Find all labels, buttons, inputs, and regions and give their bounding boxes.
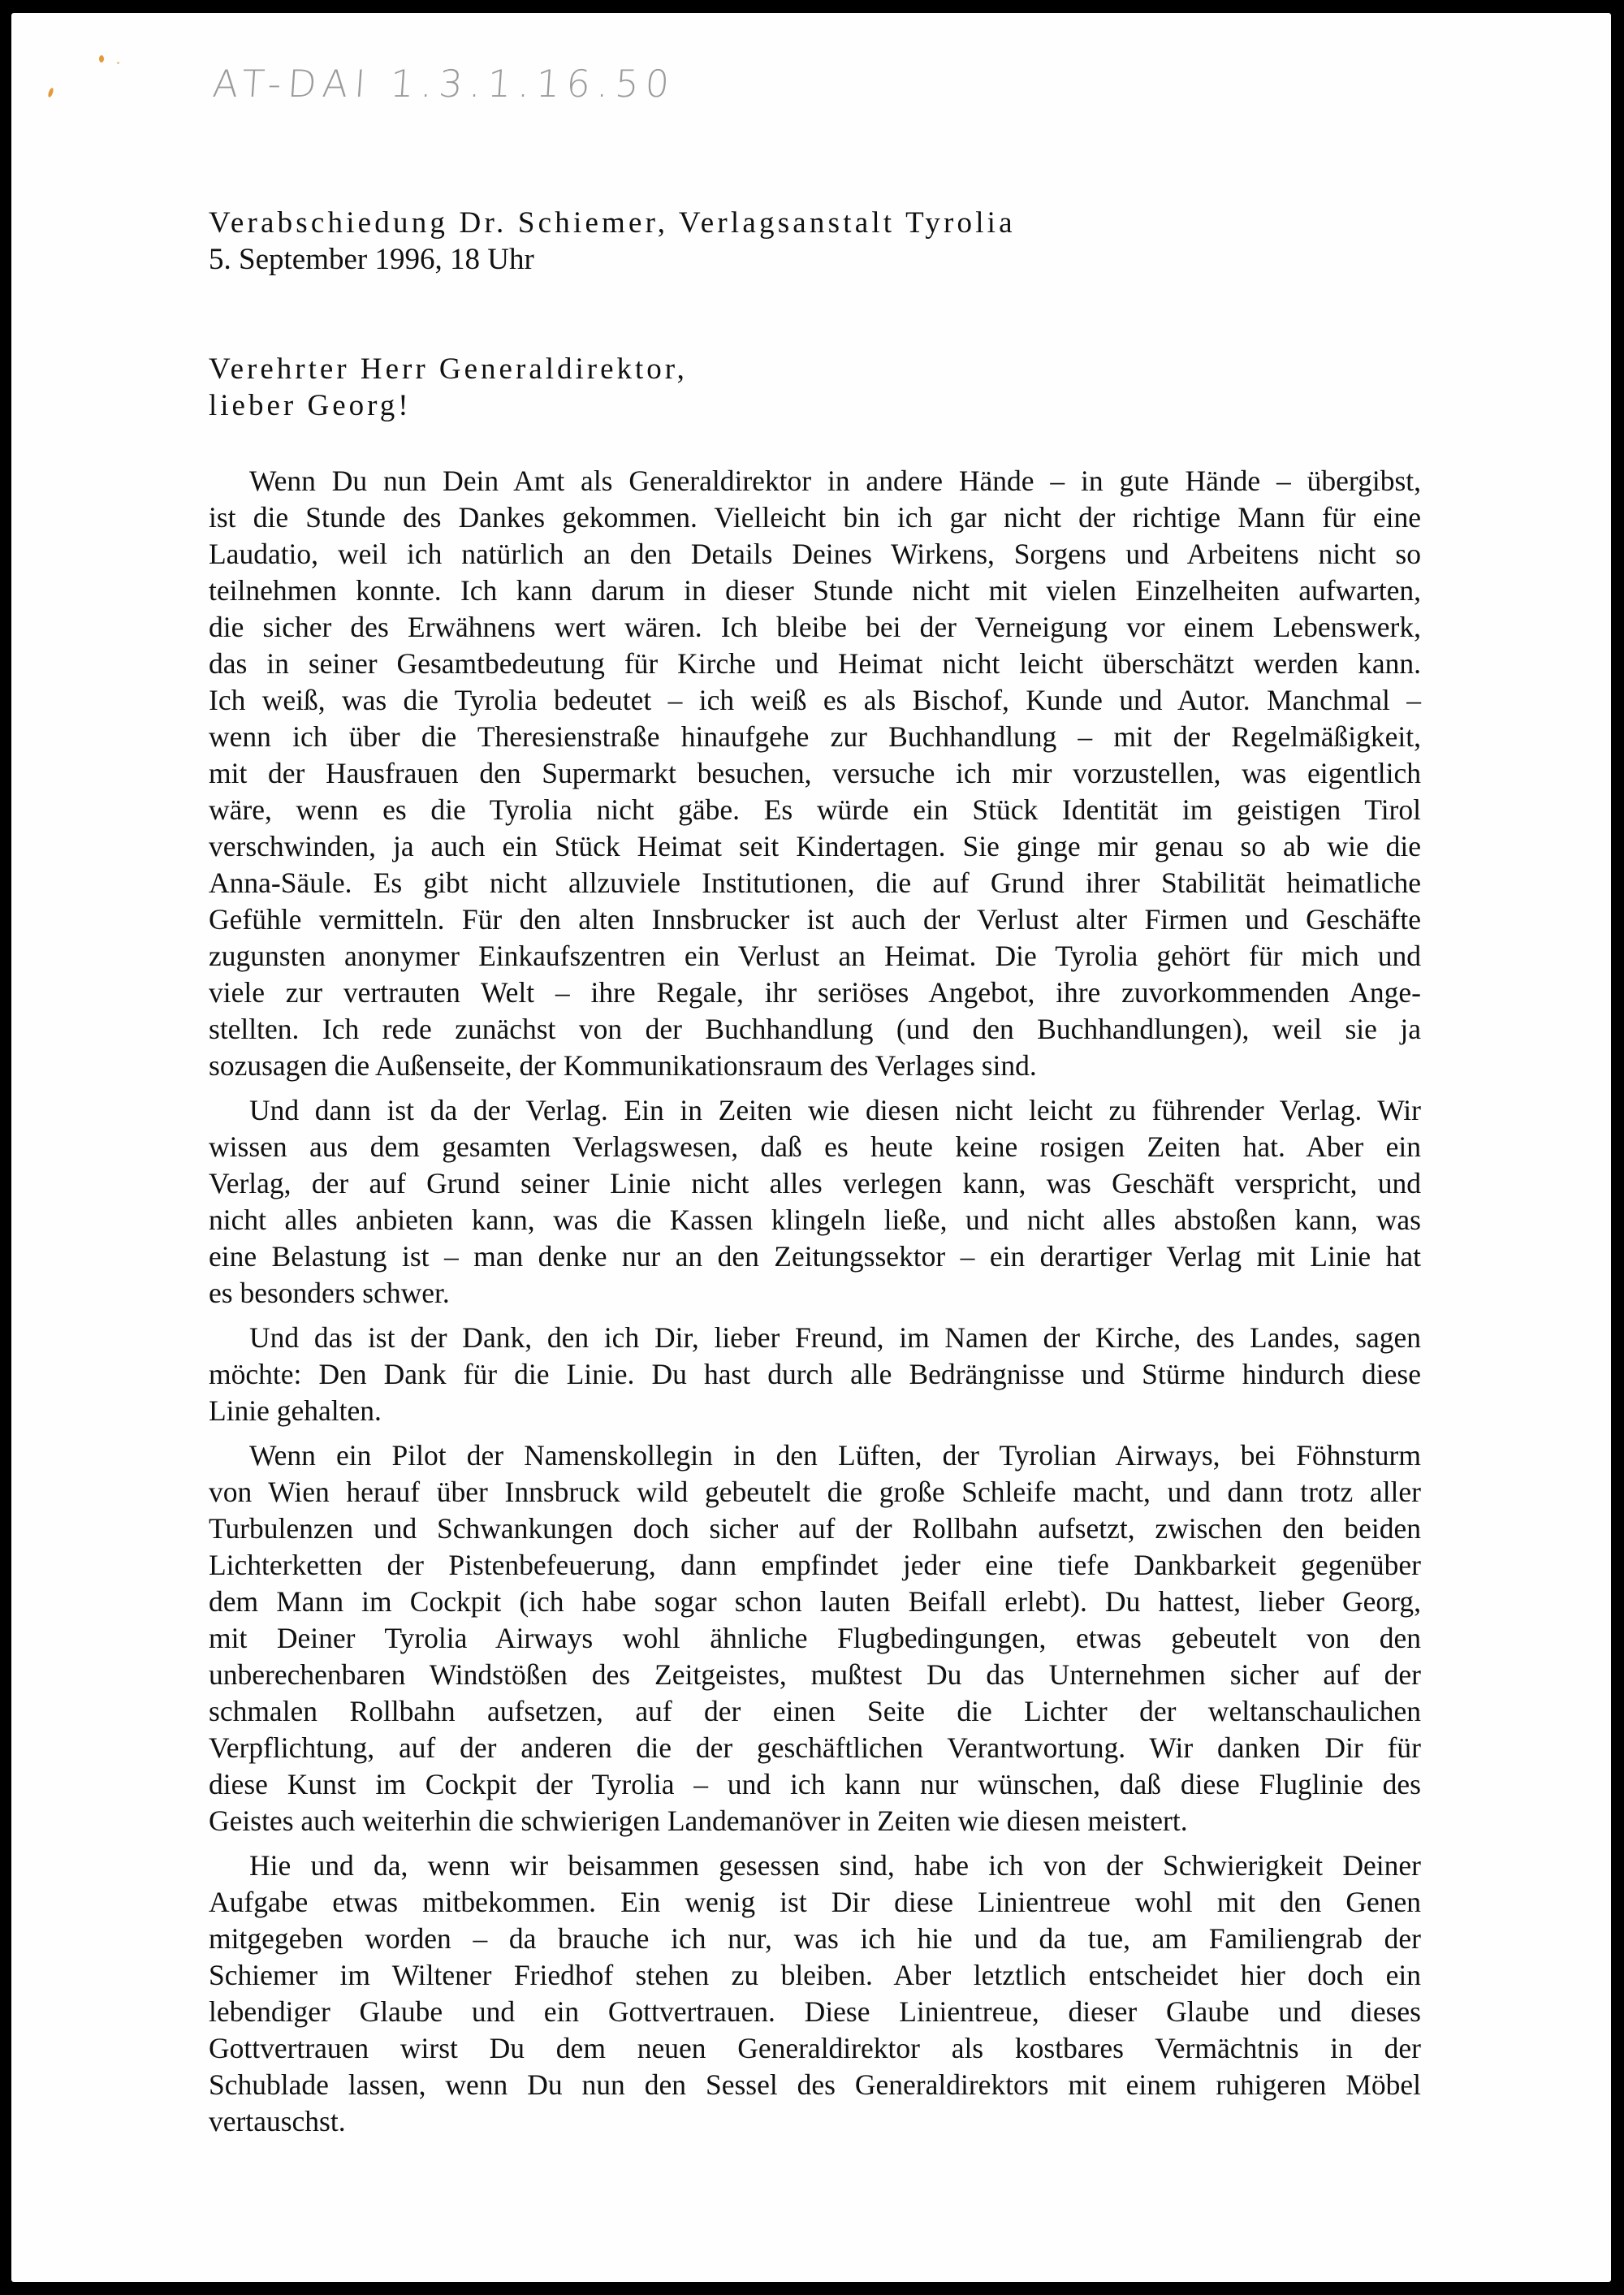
- text-line: möchte: Den Dank für die Linie. Du hast durch alle Bedrängnisse und Stürme hindurch diese: [209, 1358, 1421, 1390]
- text-line: viele zur vertrauten Welt – ihre Regale, ihr seriöses Angebot, ihre zuvorkommenden Ange-: [209, 976, 1421, 1009]
- text-line: Gottvertrauen wirst Du dem neuen Generaldirektor als kostbares Vermächtnis in der: [209, 2032, 1421, 2064]
- text-line: wenn ich über die Theresienstraße hinaufgehe zur Buchhandlung – mit der Regelmäßigkeit,: [209, 720, 1421, 753]
- paragraph: [209, 1437, 1421, 1839]
- text-line: Verlag, der auf Grund seiner Linie nicht alles verlegen kann, was Geschäft verspricht, und: [209, 1167, 1421, 1199]
- text-line: Laudatio, weil ich natürlich an den Details Deines Wirkens, Sorgens und Arbeitens nicht so: [209, 538, 1421, 570]
- archive-annotation: AT-DAI 1.3.1.16.50: [211, 62, 677, 106]
- text-line: das in seiner Gesamtbedeutung für Kirche und Heimat nicht leicht überschätzt werden kann.: [209, 647, 1421, 680]
- text-line: Linie gehalten.: [209, 1394, 382, 1427]
- text-line: eine Belastung ist – man denke nur an den Zeitungssektor – ein derartiger Verlag mit Linie hat: [209, 1240, 1421, 1273]
- text-line: stellten. Ich rede zunächst von der Buchhandlung (und den Buchhandlungen), weil sie ja: [209, 1013, 1421, 1045]
- salutation: [209, 351, 688, 424]
- text-line: Gefühle vermitteln. Für den alten Innsbrucker ist auch der Verlust alter Firmen und Geschäfte: [209, 903, 1421, 936]
- text-line: vertauschst.: [209, 2105, 346, 2137]
- text-line: sozusagen die Außenseite, der Kommunikationsraum des Verlages sind.: [209, 1049, 1037, 1082]
- stain-speck: [117, 62, 119, 64]
- text-line: diese Kunst im Cockpit der Tyrolia – und ich kann nur wünschen, daß diese Fluglinie des: [209, 1768, 1421, 1800]
- text-line: die sicher des Erwähnens wert wären. Ich bleibe bei der Verneigung vor einem Lebenswerk,: [209, 611, 1421, 643]
- text-line: Lichterketten der Pistenbefeuerung, dann empfindet jeder eine tiefe Dankbarkeit gegenüber: [209, 1549, 1421, 1581]
- text-line: lebendiger Glaube und ein Gottvertrauen. Diese Linientreue, dieser Glaube und dieses: [209, 1995, 1421, 2028]
- paragraph: [209, 463, 1421, 1084]
- text-line: dem Mann im Cockpit (ich habe sogar schon lauten Beifall erlebt). Du hattest, lieber Georg,: [209, 1585, 1421, 1618]
- paragraph: [209, 1848, 1421, 2140]
- text-line: Wenn Du nun Dein Amt als Generaldirektor in andere Hände – in gute Hände – übergibst,: [249, 465, 1421, 497]
- body-text: [209, 463, 1421, 2148]
- text-line: Und das ist der Dank, den ich Dir, lieber Freund, im Namen der Kirche, des Landes, sagen: [249, 1321, 1421, 1354]
- text-line: unberechenbaren Windstößen des Zeitgeistes, mußtest Du das Unternehmen sicher auf der: [209, 1658, 1421, 1691]
- stain-speck: [99, 55, 104, 63]
- document-title: Verabschiedung Dr. Schiemer, Verlagsanstalt Tyrolia: [209, 206, 1016, 240]
- salutation-line: lieber Georg!: [209, 389, 412, 422]
- text-line: nicht alles anbieten kann, was die Kassen klingeln ließe, und nicht alles abstoßen kann, was: [209, 1204, 1421, 1236]
- text-line: mit der Hausfrauen den Supermarkt besuchen, versuche ich mir vorzustellen, was eigentlich: [209, 757, 1421, 789]
- salutation-line: Verehrter Herr Generaldirektor,: [209, 352, 688, 386]
- text-line: mit Deiner Tyrolia Airways wohl ähnliche Flugbedingungen, etwas gebeutelt von den: [209, 1622, 1421, 1654]
- text-line: ist die Stunde des Dankes gekommen. Vielleicht bin ich gar nicht der richtige Mann für eine: [209, 501, 1421, 534]
- text-line: Und dann ist da der Verlag. Ein in Zeiten wie diesen nicht leicht zu führender Verlag. Wir: [249, 1094, 1421, 1126]
- text-line: Hie und da, wenn wir beisammen gesessen sind, habe ich von der Schwierigkeit Deiner: [249, 1849, 1421, 1882]
- paragraph: [209, 1320, 1421, 1429]
- stain-speck: [47, 88, 54, 98]
- text-line: wäre, wenn es die Tyrolia nicht gäbe. Es würde ein Stück Identität im geistigen Tirol: [209, 793, 1421, 826]
- text-line: verschwinden, ja auch ein Stück Heimat seit Kindertagen. Sie ginge mir genau so ab wie die: [209, 830, 1421, 862]
- document-date: 5. September 1996, 18 Uhr: [209, 243, 534, 276]
- text-line: von Wien herauf über Innsbruck wild gebeutelt die große Schleife macht, und dann trotz aller: [209, 1476, 1421, 1508]
- text-line: Wenn ein Pilot der Namenskollegin in den Lüften, der Tyrolian Airways, bei Föhnsturm: [249, 1439, 1421, 1472]
- text-line: Turbulenzen und Schwankungen doch sicher auf der Rollbahn aufsetzt, zwischen den beiden: [209, 1512, 1421, 1545]
- text-line: mitgegeben worden – da brauche ich nur, was ich hie und da tue, am Familiengrab der: [209, 1922, 1421, 1955]
- text-line: wissen aus dem gesamten Verlagswesen, daß es heute keine rosigen Zeiten hat. Aber ein: [209, 1130, 1421, 1163]
- paragraph: [209, 1092, 1421, 1312]
- text-line: teilnehmen konnte. Ich kann darum in dieser Stunde nicht mit vielen Einzelheiten aufwarten,: [209, 574, 1421, 607]
- text-line: Schublade lassen, wenn Du nun den Sessel des Generaldirektors mit einem ruhigeren Möbel: [209, 2068, 1421, 2101]
- text-line: es besonders schwer.: [209, 1277, 450, 1309]
- text-line: Ich weiß, was die Tyrolia bedeutet – ich weiß es als Bischof, Kunde und Autor. Manchmal –: [209, 684, 1421, 716]
- text-line: Verpflichtung, auf der anderen die der geschäftlichen Verantwortung. Wir danken Dir für: [209, 1731, 1421, 1764]
- text-line: schmalen Rollbahn aufsetzen, auf der einen Seite die Lichter der weltanschaulichen: [209, 1695, 1421, 1727]
- text-line: Geistes auch weiterhin die schwierigen Landemanöver in Zeiten wie diesen meistert.: [209, 1804, 1188, 1837]
- header: [209, 205, 1016, 278]
- text-line: Schiemer im Wiltener Friedhof stehen zu bleiben. Aber letztlich entscheidet hier doch ein: [209, 1959, 1421, 1991]
- text-line: zugunsten anonymer Einkaufszentren ein Verlust an Heimat. Die Tyrolia gehört für mich und: [209, 940, 1421, 972]
- text-line: Aufgabe etwas mitbekommen. Ein wenig ist Dir diese Linientreue wohl mit den Genen: [209, 1886, 1421, 1918]
- text-line: Anna-Säule. Es gibt nicht allzuviele Institutionen, die auf Grund ihrer Stabilität heimatliche: [209, 867, 1421, 899]
